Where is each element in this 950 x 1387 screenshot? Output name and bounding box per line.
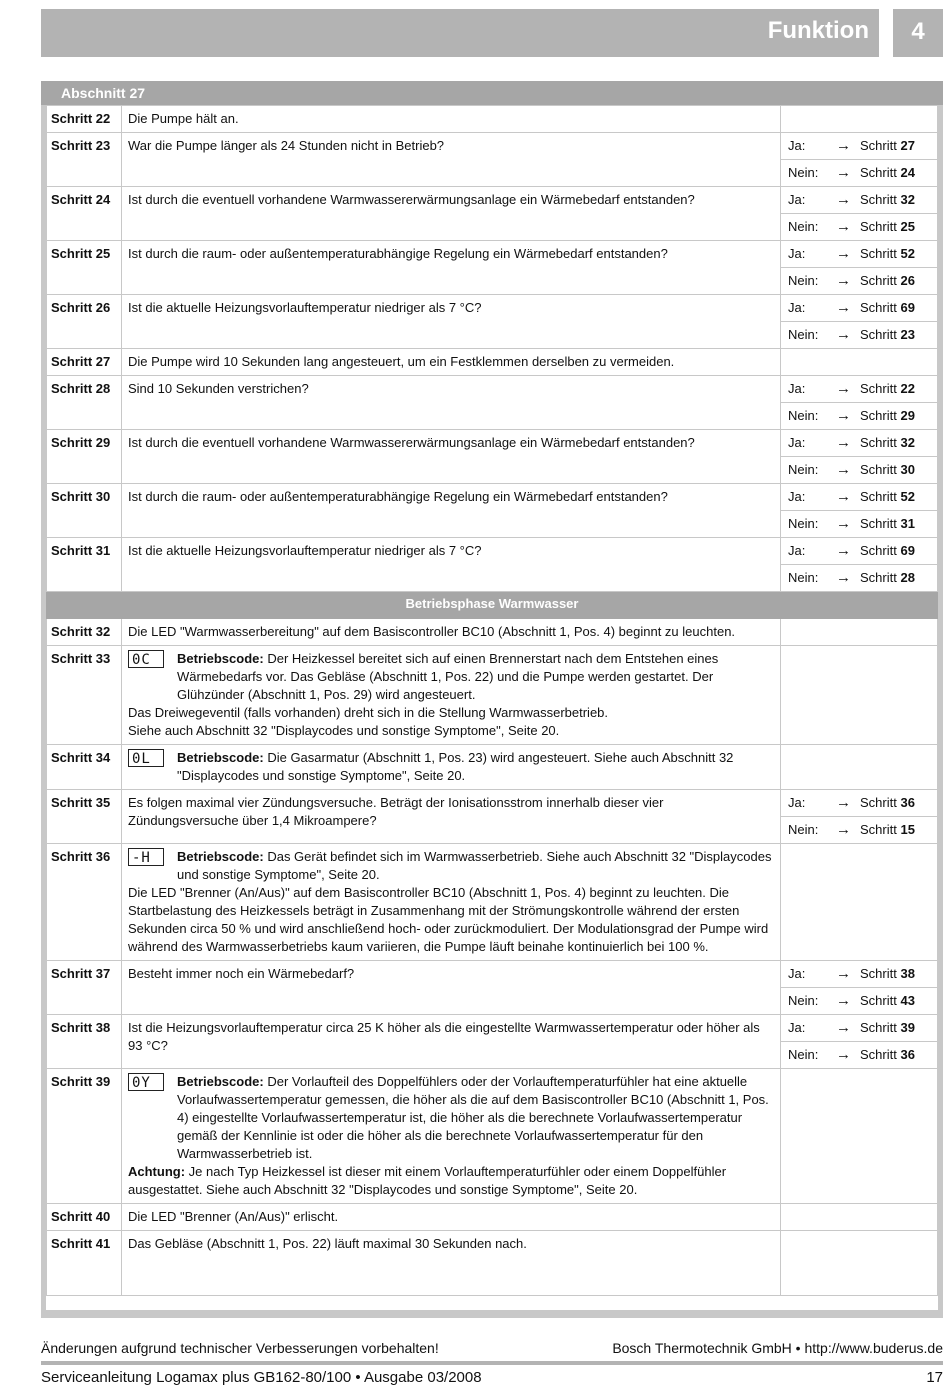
step-number: Schritt 31 — [47, 538, 122, 592]
step-text: Die LED "Warmwasserbereitung" auf dem Basiscontroller BC10 (Abschnitt 1, Pos. 4) beginnt zu leuchten. — [128, 624, 736, 639]
step-text: Es folgen maximal vier Zündungsversuche. Beträgt der Ionisationsstrom innerhalb dieser vier Zündungsversuche über 1,4 Mikroampere? — [128, 795, 664, 828]
arrow-right-icon: → — [836, 515, 851, 532]
step-description — [122, 1204, 781, 1231]
step-text: Die Pumpe hält an. — [128, 111, 239, 126]
answer-nein — [781, 213, 937, 240]
code-text: Der Heizkessel bereitet sich auf einen Brennerstart nach dem Entstehen eines Wärmebedarfs vor. Das Gebläse (Abschnitt 1, Pos. 22) und die Pumpe werden gestartet. Der Glühzünder (Abschnitt 1, Pos. 29) wird angesteuert. — [177, 651, 719, 702]
answer-ja — [781, 790, 937, 816]
answer-nein — [781, 321, 937, 348]
answer-ja — [781, 133, 937, 159]
arrow-right-icon: → — [836, 380, 851, 397]
answer-label: Nein: — [788, 462, 819, 477]
answer-target-number: 22 — [900, 381, 915, 396]
answer-target-word: Schritt — [860, 192, 897, 207]
answer-cell — [781, 349, 938, 376]
step-text: Ist durch die eventuell vorhandene Warmwassererwärmungsanlage ein Wärmebedarf entstanden? — [128, 192, 695, 207]
answer-label: Nein: — [788, 219, 819, 234]
answer-target — [860, 790, 915, 816]
code-label: Betriebscode: — [177, 651, 264, 666]
answer-cell — [781, 1015, 938, 1069]
page-number: 17 — [926, 1369, 943, 1386]
table-row — [47, 745, 938, 790]
step-paragraph: Die LED "Brenner (An/Aus)" auf dem Basiscontroller BC10 (Abschnitt 1, Pos. 4) beginnt zu leuchten. Die Startbelastung des Heizkessels beträgt in Zusammenhang mit der Strömungskontrolle während der ersten Sekunden circa 50 % und wird anschließend hoch- oder zurückmoduliert. Der Modulationsgrad der Pumpe wird während des Warmwasserbetriebs kaum variieren, die Pumpe läuft beinahe kontinuierlich bei 100 %. — [128, 885, 769, 954]
answer-target-number: 43 — [900, 993, 915, 1008]
answer-target-number: 15 — [900, 822, 915, 837]
answer-target-word: Schritt — [860, 246, 897, 261]
answer-cell — [781, 844, 938, 961]
answer-label: Nein: — [788, 822, 819, 837]
step-number: Schritt 27 — [47, 349, 122, 376]
answer-target-number: 69 — [900, 300, 915, 315]
answer-target — [860, 187, 915, 213]
answer-cell — [781, 790, 938, 844]
table-row — [47, 844, 938, 961]
answer-target — [860, 241, 915, 267]
answer-label: Nein: — [788, 408, 819, 423]
answer-ja — [781, 961, 937, 987]
step-number: Schritt 36 — [47, 844, 122, 961]
step-paragraph: Siehe auch Abschnitt 32 "Displaycodes und sonstige Symptome", Seite 20. — [128, 723, 560, 738]
answer-label: Ja: — [788, 435, 806, 450]
answer-target-number: 52 — [900, 489, 915, 504]
answer-cell — [781, 295, 938, 349]
answer-target — [860, 430, 915, 456]
table-row — [47, 1015, 938, 1069]
answer-target — [860, 133, 915, 159]
answer-target — [860, 484, 915, 510]
table-row — [47, 106, 938, 133]
operating-code-block — [128, 650, 774, 704]
arrow-right-icon: → — [836, 821, 851, 838]
step-number: Schritt 34 — [47, 745, 122, 790]
answer-target-word: Schritt — [860, 795, 897, 810]
arrow-right-icon: → — [836, 488, 851, 505]
table-row — [47, 538, 938, 592]
operating-code-block — [128, 749, 774, 785]
answer-label: Ja: — [788, 1020, 806, 1035]
step-paragraph: Das Dreiwegeventil (falls vorhanden) dreht sich in die Stellung Warmwasserbetrieb. — [128, 705, 609, 720]
answer-label: Nein: — [788, 570, 819, 585]
answer-target — [860, 511, 915, 537]
table-row — [47, 430, 938, 484]
answer-target — [860, 1015, 915, 1041]
arrow-right-icon: → — [836, 1046, 851, 1063]
answer-target-number: 69 — [900, 543, 915, 558]
answer-target-word: Schritt — [860, 435, 897, 450]
answer-target-word: Schritt — [860, 138, 897, 153]
step-number: Schritt 33 — [47, 646, 122, 745]
step-description — [122, 241, 781, 295]
answer-target-word: Schritt — [860, 1020, 897, 1035]
answer-nein — [781, 564, 937, 591]
step-description — [122, 1015, 781, 1069]
arrow-right-icon: → — [836, 326, 851, 343]
code-label: Betriebscode: — [177, 750, 264, 765]
step-description — [122, 745, 781, 790]
step-number: Schritt 29 — [47, 430, 122, 484]
table-row — [47, 187, 938, 241]
table-row — [47, 790, 938, 844]
answer-label: Nein: — [788, 273, 819, 288]
arrow-right-icon: → — [836, 965, 851, 982]
answer-target — [860, 457, 915, 483]
table-body-area — [46, 105, 938, 1310]
answer-target-word: Schritt — [860, 570, 897, 585]
table-row — [47, 1204, 938, 1231]
answer-cell — [781, 1204, 938, 1231]
table-row — [47, 646, 938, 745]
answer-target-number: 26 — [900, 273, 915, 288]
table-row — [47, 619, 938, 646]
display-code-icon: 0L — [128, 749, 164, 767]
answer-target-word: Schritt — [860, 381, 897, 396]
step-description — [122, 133, 781, 187]
answer-label: Ja: — [788, 795, 806, 810]
code-text: Der Vorlaufteil des Doppelfühlers oder der Vorlauftemperaturfühler hat eine aktuelle Vorlaufwassertemperatur gemessen, die höher als die auf dem Basiscontroller BC10 (Abschnitt 1, Pos. 4) eingestellte Vorlaufwassertemperatur ist, die höher als die berechnete Vorlaufwassertemperatur gemäß der Kennlinie ist oder die höher als die berechnete Vorlaufwassertemperatur für den Warmwasserbetrieb ist. — [177, 1074, 769, 1161]
step-text: Ist die aktuelle Heizungsvorlauftemperatur niedriger als 7 °C? — [128, 300, 482, 315]
operating-code-block — [128, 1073, 774, 1163]
answer-label: Ja: — [788, 966, 806, 981]
answer-cell — [781, 187, 938, 241]
step-description — [122, 106, 781, 133]
table-row — [47, 484, 938, 538]
answer-ja — [781, 1015, 937, 1041]
answer-cell — [781, 241, 938, 295]
answer-target-word: Schritt — [860, 273, 897, 288]
answer-target-number: 39 — [900, 1020, 915, 1035]
table-row — [47, 133, 938, 187]
answer-nein — [781, 159, 937, 186]
answer-target-number: 30 — [900, 462, 915, 477]
step-description — [122, 295, 781, 349]
answer-target-word: Schritt — [860, 462, 897, 477]
answer-cell — [781, 538, 938, 592]
footer-company: Bosch Thermotechnik GmbH • http://www.buderus.de — [612, 1340, 943, 1356]
answer-target-word: Schritt — [860, 408, 897, 423]
answer-cell — [781, 1069, 938, 1204]
arrow-right-icon: → — [836, 1019, 851, 1036]
table-row — [47, 349, 938, 376]
answer-label: Ja: — [788, 543, 806, 558]
answer-ja — [781, 376, 937, 402]
arrow-right-icon: → — [836, 434, 851, 451]
answer-target — [860, 988, 915, 1014]
step-description — [122, 844, 781, 961]
answer-nein — [781, 402, 937, 429]
answer-target — [860, 322, 915, 348]
answer-target-word: Schritt — [860, 822, 897, 837]
answer-nein — [781, 510, 937, 537]
step-description — [122, 349, 781, 376]
step-number: Schritt 26 — [47, 295, 122, 349]
step-text: Ist durch die raum- oder außentemperaturabhängige Regelung ein Wärmebedarf entstanden? — [128, 489, 668, 504]
answer-ja — [781, 538, 937, 564]
answer-cell — [781, 1231, 938, 1296]
answer-ja — [781, 187, 937, 213]
step-number: Schritt 24 — [47, 187, 122, 241]
step-description — [122, 430, 781, 484]
answer-label: Ja: — [788, 192, 806, 207]
step-table-panel — [41, 81, 943, 1318]
arrow-right-icon: → — [836, 794, 851, 811]
step-number: Schritt 37 — [47, 961, 122, 1015]
answer-label: Ja: — [788, 381, 806, 396]
step-text: Die LED "Brenner (An/Aus)" erlischt. — [128, 1209, 339, 1224]
footer-divider — [41, 1361, 943, 1365]
step-description — [122, 790, 781, 844]
table-row — [47, 1069, 938, 1204]
chapter-number: 4 — [893, 9, 943, 57]
answer-cell — [781, 619, 938, 646]
answer-target-word: Schritt — [860, 993, 897, 1008]
step-text: Ist die aktuelle Heizungsvorlauftemperatur niedriger als 7 °C? — [128, 543, 482, 558]
table-row — [47, 376, 938, 430]
answer-nein — [781, 456, 937, 483]
arrow-right-icon: → — [836, 461, 851, 478]
answer-ja — [781, 430, 937, 456]
answer-target — [860, 268, 915, 294]
answer-label: Nein: — [788, 1047, 819, 1062]
step-number: Schritt 23 — [47, 133, 122, 187]
arrow-right-icon: → — [836, 164, 851, 181]
answer-target-word: Schritt — [860, 489, 897, 504]
step-description — [122, 646, 781, 745]
answer-cell — [781, 106, 938, 133]
arrow-right-icon: → — [836, 245, 851, 262]
answer-target-number: 25 — [900, 219, 915, 234]
answer-label: Ja: — [788, 138, 806, 153]
answer-target — [860, 538, 915, 564]
answer-target — [860, 295, 915, 321]
answer-cell — [781, 430, 938, 484]
answer-target-number: 29 — [900, 408, 915, 423]
step-description — [122, 187, 781, 241]
answer-target-number: 36 — [900, 1047, 915, 1062]
answer-target — [860, 403, 915, 429]
phase-title: Betriebsphase Warmwasser — [47, 592, 938, 619]
answer-cell — [781, 646, 938, 745]
display-code-icon: 0Y — [128, 1073, 164, 1091]
answer-cell — [781, 376, 938, 430]
step-text: Sind 10 Sekunden verstrichen? — [128, 381, 309, 396]
answer-cell — [781, 961, 938, 1015]
answer-target-number: 23 — [900, 327, 915, 342]
step-number: Schritt 22 — [47, 106, 122, 133]
answer-target-number: 31 — [900, 516, 915, 531]
answer-target-number: 24 — [900, 165, 915, 180]
arrow-right-icon: → — [836, 992, 851, 1009]
warning-label: Achtung: — [128, 1164, 186, 1179]
answer-label: Ja: — [788, 489, 806, 504]
step-description — [122, 376, 781, 430]
phase-header-row — [47, 592, 938, 619]
answer-target-number: 52 — [900, 246, 915, 261]
arrow-right-icon: → — [836, 569, 851, 586]
step-description — [122, 484, 781, 538]
answer-nein — [781, 816, 937, 843]
warning-text: Je nach Typ Heizkessel ist dieser mit einem Vorlauftemperaturfühler oder einem Doppelfühler ausgestattet. Siehe auch Abschnitt 32 "Displaycodes und sonstige Symptome", Seite 20. — [128, 1164, 727, 1197]
table-row — [47, 241, 938, 295]
step-description — [122, 538, 781, 592]
answer-target-word: Schritt — [860, 165, 897, 180]
step-number: Schritt 38 — [47, 1015, 122, 1069]
step-description — [122, 961, 781, 1015]
answer-target-word: Schritt — [860, 300, 897, 315]
answer-nein — [781, 1041, 937, 1068]
step-number: Schritt 32 — [47, 619, 122, 646]
step-table — [46, 105, 938, 1296]
answer-cell — [781, 745, 938, 790]
step-text: War die Pumpe länger als 24 Stunden nicht in Betrieb? — [128, 138, 445, 153]
code-text: Die Gasarmatur (Abschnitt 1, Pos. 23) wird angesteuert. Siehe auch Abschnitt 32 "Displaycodes und sonstige Symptome", Seite 20. — [177, 750, 734, 783]
answer-target-number: 32 — [900, 192, 915, 207]
answer-label: Nein: — [788, 993, 819, 1008]
answer-target — [860, 565, 915, 591]
arrow-right-icon: → — [836, 272, 851, 289]
answer-target — [860, 961, 915, 987]
display-code-icon: -H — [128, 848, 164, 866]
answer-target-number: 32 — [900, 435, 915, 450]
answer-target-word: Schritt — [860, 516, 897, 531]
step-text: Die Pumpe wird 10 Sekunden lang angesteuert, um ein Festklemmen derselben zu vermeiden. — [128, 354, 675, 369]
table-row — [47, 295, 938, 349]
step-number: Schritt 40 — [47, 1204, 122, 1231]
answer-target — [860, 817, 915, 843]
answer-nein — [781, 267, 937, 294]
step-text: Ist die Heizungsvorlauftemperatur circa 25 K höher als die eingestellte Warmwassertemperatur oder höher als 93 °C? — [128, 1020, 760, 1053]
answer-cell — [781, 484, 938, 538]
answer-label: Ja: — [788, 246, 806, 261]
section-title: Abschnitt 27 — [41, 81, 943, 105]
answer-target-word: Schritt — [860, 966, 897, 981]
arrow-right-icon: → — [836, 218, 851, 235]
step-description — [122, 1069, 781, 1204]
footer-note: Änderungen aufgrund technischer Verbesserungen vorbehalten! — [41, 1340, 439, 1356]
answer-target — [860, 214, 915, 240]
arrow-right-icon: → — [836, 542, 851, 559]
footer-manual-title: Serviceanleitung Logamax plus GB162-80/100 • Ausgabe 03/2008 — [41, 1369, 482, 1386]
step-text: Ist durch die raum- oder außentemperaturabhängige Regelung ein Wärmebedarf entstanden? — [128, 246, 668, 261]
answer-target-word: Schritt — [860, 543, 897, 558]
step-text: Besteht immer noch ein Wärmebedarf? — [128, 966, 355, 981]
answer-ja — [781, 295, 937, 321]
step-number: Schritt 30 — [47, 484, 122, 538]
code-label: Betriebscode: — [177, 849, 264, 864]
step-number: Schritt 39 — [47, 1069, 122, 1204]
answer-cell — [781, 133, 938, 187]
step-number: Schritt 25 — [47, 241, 122, 295]
answer-target-word: Schritt — [860, 327, 897, 342]
step-number: Schritt 28 — [47, 376, 122, 430]
header-bar — [41, 9, 879, 57]
page-title: Funktion — [767, 17, 869, 44]
answer-target — [860, 1042, 915, 1068]
arrow-right-icon: → — [836, 137, 851, 154]
answer-target-word: Schritt — [860, 219, 897, 234]
answer-target-number: 28 — [900, 570, 915, 585]
answer-nein — [781, 987, 937, 1014]
arrow-right-icon: → — [836, 407, 851, 424]
answer-ja — [781, 241, 937, 267]
answer-target — [860, 160, 915, 186]
table-row — [47, 1231, 938, 1296]
answer-target-number: 27 — [900, 138, 915, 153]
answer-target-number: 36 — [900, 795, 915, 810]
table-row — [47, 961, 938, 1015]
answer-target-word: Schritt — [860, 1047, 897, 1062]
arrow-right-icon: → — [836, 299, 851, 316]
answer-label: Nein: — [788, 165, 819, 180]
step-text: Ist durch die eventuell vorhandene Warmwassererwärmungsanlage ein Wärmebedarf entstanden? — [128, 435, 695, 450]
step-description — [122, 1231, 781, 1296]
answer-label: Nein: — [788, 516, 819, 531]
code-text: Das Gerät befindet sich im Warmwasserbetrieb. Siehe auch Abschnitt 32 "Displaycodes und sonstige Symptome", Seite 20. — [177, 849, 772, 882]
operating-code-block — [128, 848, 774, 884]
step-number: Schritt 41 — [47, 1231, 122, 1296]
warning-note — [128, 1163, 774, 1199]
code-label: Betriebscode: — [177, 1074, 264, 1089]
answer-target — [860, 376, 915, 402]
display-code-icon: 0C — [128, 650, 164, 668]
step-text: Das Gebläse (Abschnitt 1, Pos. 22) läuft maximal 30 Sekunden nach. — [128, 1236, 527, 1251]
step-description — [122, 619, 781, 646]
answer-ja — [781, 484, 937, 510]
answer-target-number: 38 — [900, 966, 915, 981]
arrow-right-icon: → — [836, 191, 851, 208]
answer-label: Nein: — [788, 327, 819, 342]
answer-label: Ja: — [788, 300, 806, 315]
step-number: Schritt 35 — [47, 790, 122, 844]
